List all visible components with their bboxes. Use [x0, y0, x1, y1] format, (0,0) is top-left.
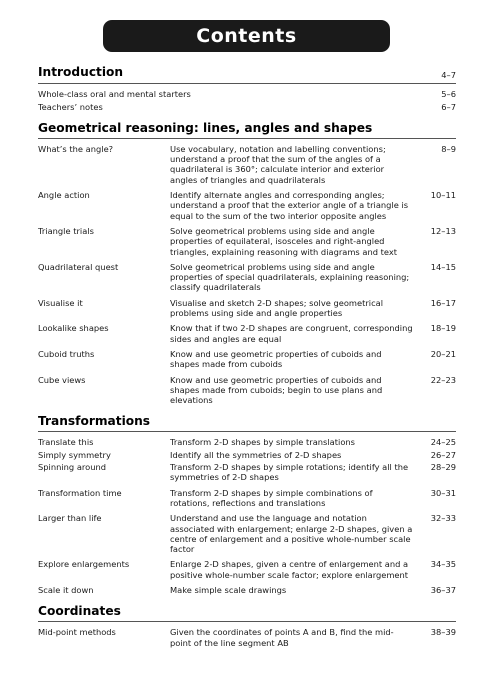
entry-description: Identify alternate angles and corresponding angles; understand a proof that the exterior angle of a triangle is equal to the sum of the two interior opposite angles [170, 190, 409, 221]
toc-entry[interactable] [38, 585, 456, 595]
page-title: Contents [196, 25, 297, 47]
toc-entry[interactable] [38, 262, 456, 293]
entry-pages[interactable]: 20–21 [430, 348, 456, 359]
entry-description: Know that if two 2-D shapes are congruent, corresponding sides and angles are equal [170, 323, 413, 344]
entry-title[interactable]: Teachers’ notes [38, 101, 103, 112]
entry-description: Given the coordinates of points A and B, find the mid-point of the line segment AB [170, 627, 394, 648]
contents-list [38, 67, 456, 657]
entry-title[interactable]: Cube views [38, 374, 86, 385]
entry-title[interactable]: Cuboid truths [38, 348, 95, 359]
entry-description: Enlarge 2-D shapes, given a centre of enlargement and a positive whole-number scale factor; explore enlargement [170, 559, 409, 580]
toc-entry[interactable] [38, 488, 456, 509]
section-geometrical-reasoning [38, 121, 456, 406]
section-pages[interactable]: 4–7 [441, 70, 456, 80]
entry-pages[interactable]: 24–25 [430, 437, 456, 448]
section-heading: Geometrical reasoning: lines, angles and shapes [38, 121, 456, 139]
entry-pages[interactable]: 30–31 [430, 487, 456, 498]
entry-description: Solve geometrical problems using side and angle properties of equilateral, isosceles and right-angled triangles, explaining reasoning with diagrams and text [170, 225, 398, 257]
entry-title[interactable]: Quadrilateral quest [38, 261, 119, 272]
entry-description: Know and use geometric properties of cuboids and shapes made from cuboids; begin to use plans and elevations [170, 374, 383, 406]
section-introduction [38, 67, 456, 112]
entry-pages[interactable]: 10–11 [430, 190, 456, 201]
toc-entry[interactable] [38, 513, 456, 554]
contents-banner [103, 20, 390, 52]
entry-description: Visualise and sketch 2-D shapes; solve geometrical problems using side and angle properties [170, 297, 384, 319]
section-transformations [38, 414, 456, 595]
entry-description: Use vocabulary, notation and labelling conventions; understand a proof that the sum of the angles of a quadrilateral is 360°; calculate interior and exterior angles of triangles and quadrilaterals [170, 143, 386, 185]
entry-title[interactable]: Larger than life [38, 513, 102, 524]
entry-description: Transform 2-D shapes by simple combinations of rotations, reflections and translations [170, 487, 373, 508]
entry-description: Understand and use the language and notation associated with enlargement; enlarge 2-D shapes, given a centre of enlargement and a positive whole-number scale factor [170, 513, 413, 555]
toc-entry[interactable] [38, 323, 456, 344]
entry-title[interactable]: Spinning around [38, 462, 106, 473]
entry-description: Transform 2-D shapes by simple translations [170, 437, 355, 448]
entry-title[interactable]: Transformation time [38, 487, 122, 498]
toc-entry[interactable] [38, 627, 456, 648]
section-heading: Introduction [38, 65, 124, 79]
entry-pages[interactable]: 5–6 [441, 89, 456, 100]
entry-title[interactable]: Mid-point methods [38, 627, 116, 638]
toc-entry[interactable] [38, 144, 456, 185]
entry-pages[interactable]: 22–23 [430, 374, 456, 385]
entry-pages[interactable]: 8–9 [441, 143, 456, 154]
entry-pages[interactable]: 12–13 [430, 225, 456, 236]
entry-description: Transform 2-D shapes by simple rotations; identify all the symmetries of 2-D shapes [170, 462, 409, 483]
section-heading-row [38, 67, 456, 80]
entry-pages[interactable]: 36–37 [430, 584, 456, 595]
toc-entry[interactable] [38, 190, 456, 221]
toc-entry[interactable] [38, 462, 456, 483]
entry-pages[interactable]: 14–15 [430, 261, 456, 272]
entry-pages[interactable]: 38–39 [430, 627, 456, 638]
entry-pages[interactable]: 16–17 [430, 297, 456, 308]
section-coordinates [38, 604, 456, 648]
entry-description: Solve geometrical problems using side and angle properties of special quadrilaterals, explaining reasoning; classify quadrilaterals [170, 261, 410, 293]
section-heading: Coordinates [38, 604, 456, 622]
entry-title[interactable]: Visualise it [38, 297, 83, 308]
entry-title[interactable]: Lookalike shapes [38, 323, 109, 334]
toc-entry[interactable] [38, 375, 456, 406]
entry-title[interactable]: Triangle trials [38, 225, 94, 236]
entry-pages[interactable]: 6–7 [441, 101, 456, 112]
entry-pages[interactable]: 34–35 [430, 559, 456, 570]
section-heading: Transformations [38, 414, 456, 432]
entry-title[interactable]: Simply symmetry [38, 449, 111, 460]
entry-pages[interactable]: 26–27 [430, 449, 456, 460]
toc-entry[interactable] [38, 298, 456, 319]
entry-title[interactable]: Angle action [38, 190, 90, 201]
entry-pages[interactable]: 32–33 [430, 513, 456, 524]
toc-entry[interactable] [38, 89, 456, 99]
toc-entry[interactable] [38, 349, 456, 370]
toc-entry[interactable] [38, 450, 456, 460]
toc-entry[interactable] [38, 102, 456, 112]
entry-pages[interactable]: 18–19 [430, 323, 456, 334]
toc-entry[interactable] [38, 559, 456, 580]
entry-title[interactable]: What’s the angle? [38, 143, 114, 154]
toc-entry[interactable] [38, 437, 456, 447]
entry-description: Know and use geometric properties of cuboids and shapes made from cuboids [170, 348, 382, 370]
entry-title[interactable]: Explore enlargements [38, 559, 130, 570]
entry-description: Make simple scale drawings [170, 584, 287, 595]
toc-entry[interactable] [38, 226, 456, 257]
entry-title[interactable]: Translate this [38, 437, 94, 448]
entry-pages[interactable]: 28–29 [430, 462, 456, 473]
entry-title[interactable]: Whole-class oral and mental starters [38, 89, 191, 100]
entry-description: Identify all the symmetries of 2-D shapes [170, 449, 342, 460]
entry-title[interactable]: Scale it down [38, 584, 94, 595]
